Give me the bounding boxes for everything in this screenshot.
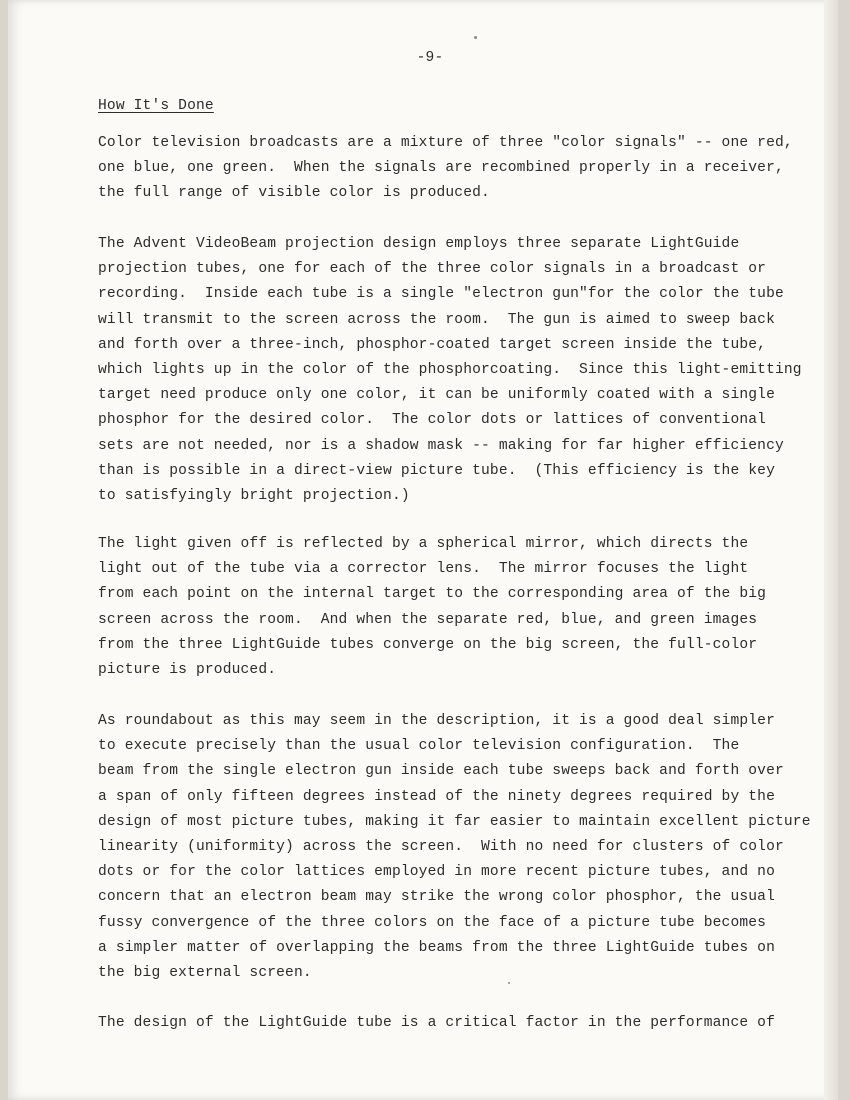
- text-line: which lights up in the color of the phosphorcoating. Since this light-emitting: [98, 361, 802, 378]
- page-number: -9-: [416, 50, 444, 66]
- paragraph: [98, 131, 793, 207]
- text-line: concern that an electron beam may strike the wrong color phosphor, the usual: [98, 889, 775, 906]
- text-line: to satisfyingly bright projection.): [98, 487, 410, 504]
- text-line: fussy convergence of the three colors on the face of a picture tube becomes: [98, 914, 767, 931]
- text-line: The Advent VideoBeam projection design employs three separate LightGuide: [98, 236, 740, 252]
- text-line: target need produce only one color, it can be uniformly coated with a single: [98, 387, 775, 404]
- text-line: than is possible in a direct-view picture tube. (This efficiency is the key: [98, 462, 775, 479]
- text-line: screen across the room. And when the separate red, blue, and green images: [98, 611, 758, 628]
- text-line: projection tubes, one for each of the three color signals in a broadcast or: [98, 261, 767, 278]
- paragraph: [98, 532, 778, 683]
- section-heading: How It's Done: [98, 98, 214, 114]
- text-line: the big external screen.: [98, 964, 312, 981]
- paragraph: [98, 232, 802, 509]
- text-line: a simpler matter of overlapping the beams from the three LightGuide tubes on: [98, 939, 775, 956]
- text-line: As roundabout as this may seem in the description, it is a good deal simpler: [98, 713, 775, 729]
- text-line: Color television broadcasts are a mixture of three "color signals" -- one red,: [98, 135, 793, 151]
- text-line: will transmit to the screen across the room. The gun is aimed to sweep back: [98, 311, 775, 328]
- text-line: one blue, one green. When the signals are recombined properly in a receiver,: [98, 160, 784, 177]
- paper-edge: [824, 0, 838, 1100]
- text-line: from each point on the internal target to the corresponding area of the big: [98, 586, 767, 603]
- paragraph: [98, 709, 811, 986]
- text-line: to execute precisely than the usual color television configuration. The: [98, 738, 740, 755]
- text-line: sets are not needed, nor is a shadow mask -- making for far higher efficiency: [98, 437, 784, 454]
- text-line: The design of the LightGuide tube is a critical factor in the performance of: [98, 1015, 775, 1031]
- text-line: recording. Inside each tube is a single "electron gun"for the color the tube: [98, 286, 784, 303]
- text-line: linearity (uniformity) across the screen. With no need for clusters of color: [98, 838, 784, 855]
- text-line: design of most picture tubes, making it far easier to maintain excellent picture: [98, 813, 811, 830]
- text-line: light out of the tube via a corrector lens. The mirror focuses the light: [98, 561, 749, 578]
- text-line: the full range of visible color is produced.: [98, 185, 490, 202]
- paper-speck: [474, 36, 477, 39]
- text-line: The light given off is reflected by a spherical mirror, which directs the: [98, 536, 749, 552]
- text-line: phosphor for the desired color. The color dots or lattices of conventional: [98, 412, 767, 429]
- text-line: picture is produced.: [98, 661, 277, 678]
- text-line: dots or for the color lattices employed in more recent picture tubes, and no: [98, 864, 775, 881]
- paragraph: [98, 1011, 778, 1036]
- text-line: from the three LightGuide tubes converge on the big screen, the full-color: [98, 636, 758, 653]
- text-line: and forth over a three-inch, phosphor-coated target screen inside the tube,: [98, 336, 767, 353]
- text-line: a span of only fifteen degrees instead of the ninety degrees required by the: [98, 788, 775, 805]
- text-line: beam from the single electron gun inside each tube sweeps back and forth over: [98, 763, 784, 780]
